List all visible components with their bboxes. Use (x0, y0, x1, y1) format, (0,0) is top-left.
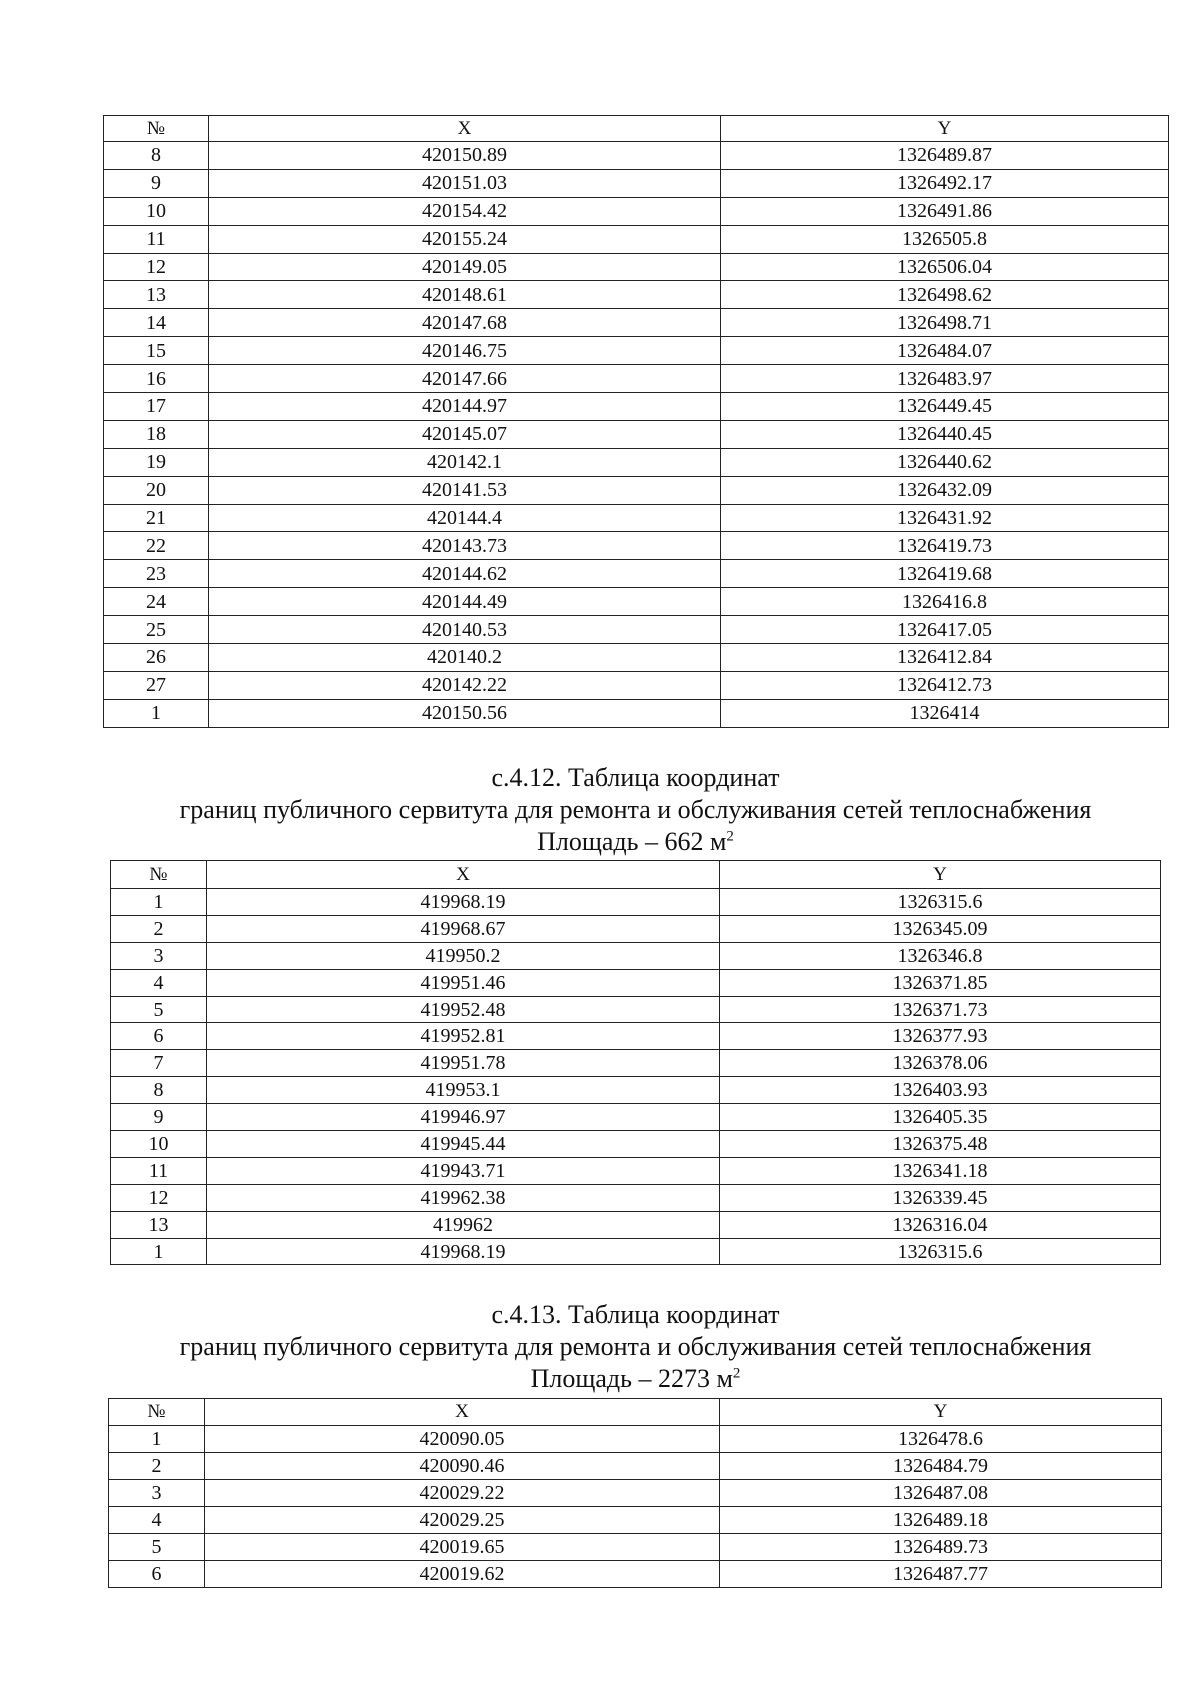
cell-number: 12 (104, 253, 209, 281)
cell-x: 420019.65 (205, 1534, 720, 1561)
table-row (109, 1507, 1162, 1534)
cell-x: 419953.1 (207, 1077, 720, 1104)
cell-number: 1 (111, 889, 207, 916)
cell-number: 25 (104, 616, 209, 644)
cell-number: 13 (104, 281, 209, 309)
cell-number: 18 (104, 420, 209, 448)
table-row (111, 942, 1161, 969)
header-y: Y (720, 861, 1161, 889)
cell-number: 5 (111, 996, 207, 1023)
cell-y: 1326378.06 (720, 1050, 1161, 1077)
cell-y: 1326371.85 (720, 969, 1161, 996)
table-header-row (109, 1399, 1162, 1426)
table-row (111, 996, 1161, 1023)
cell-y: 1326371.73 (720, 996, 1161, 1023)
cell-number: 5 (109, 1534, 205, 1561)
cell-x: 420029.25 (205, 1507, 720, 1534)
cell-y: 1326377.93 (720, 1023, 1161, 1050)
cell-y: 1326412.84 (721, 644, 1169, 672)
coordinates-table-4-12 (110, 860, 1161, 1265)
cell-y: 1326484.07 (721, 337, 1169, 365)
cell-x: 420155.24 (209, 225, 721, 253)
cell-number: 17 (104, 393, 209, 421)
table-row (104, 699, 1169, 727)
cell-y: 1326506.04 (721, 253, 1169, 281)
table-row (104, 393, 1169, 421)
cell-x: 420144.4 (209, 504, 721, 532)
header-number: № (111, 861, 207, 889)
cell-number: 12 (111, 1184, 207, 1211)
cell-x: 420150.56 (209, 699, 721, 727)
cell-number: 11 (111, 1157, 207, 1184)
cell-y: 1326346.8 (720, 942, 1161, 969)
cell-number: 21 (104, 504, 209, 532)
cell-number: 2 (109, 1453, 205, 1480)
cell-y: 1326487.77 (720, 1561, 1162, 1588)
table-row (104, 142, 1169, 170)
table-header-row (104, 116, 1169, 142)
table-row (104, 588, 1169, 616)
table-row (104, 644, 1169, 672)
cell-x: 420090.46 (205, 1453, 720, 1480)
cell-y: 1326412.73 (721, 671, 1169, 699)
cell-y: 1326432.09 (721, 476, 1169, 504)
cell-y: 1326419.73 (721, 532, 1169, 560)
cell-y: 1326345.09 (720, 915, 1161, 942)
cell-number: 19 (104, 448, 209, 476)
cell-number: 4 (111, 969, 207, 996)
cell-x: 419952.81 (207, 1023, 720, 1050)
cell-x: 420144.49 (209, 588, 721, 616)
cell-x: 420144.62 (209, 560, 721, 588)
cell-number: 20 (104, 476, 209, 504)
cell-x: 419962.38 (207, 1184, 720, 1211)
cell-x: 420150.89 (209, 142, 721, 170)
header-y: Y (721, 116, 1169, 142)
caption-area: Площадь – 662 $м^2$ (537, 827, 734, 856)
cell-number: 10 (111, 1131, 207, 1158)
cell-y: 1326431.92 (721, 504, 1169, 532)
caption-subtitle: границ публичного сервитута для ремонта и обслуживания сетей теплоснабжения (179, 795, 1092, 824)
cell-number: 6 (111, 1023, 207, 1050)
cell-y: 1326505.8 (721, 225, 1169, 253)
cell-number: 22 (104, 532, 209, 560)
cell-x: 420154.42 (209, 197, 721, 225)
cell-y: 1326440.62 (721, 448, 1169, 476)
cell-x: 420147.68 (209, 309, 721, 337)
table-row (109, 1453, 1162, 1480)
cell-number: 10 (104, 197, 209, 225)
cell-y: 1326449.45 (721, 393, 1169, 421)
table-caption-4-13 (103, 1299, 1168, 1395)
cell-number: 24 (104, 588, 209, 616)
cell-number: 15 (104, 337, 209, 365)
table-row (104, 337, 1169, 365)
cell-x: 420141.53 (209, 476, 721, 504)
cell-number: 1 (111, 1238, 207, 1265)
cell-x: 419952.48 (207, 996, 720, 1023)
cell-number: 9 (111, 1104, 207, 1131)
cell-y: 1326414 (721, 699, 1169, 727)
header-y: Y (720, 1399, 1162, 1426)
table-row (109, 1561, 1162, 1588)
header-x: X (205, 1399, 720, 1426)
cell-number: 7 (111, 1050, 207, 1077)
cell-x: 419951.78 (207, 1050, 720, 1077)
caption-subtitle: границ публичного сервитута для ремонта и обслуживания сетей теплоснабжения (179, 1332, 1092, 1361)
table-row (109, 1480, 1162, 1507)
cell-y: 1326403.93 (720, 1077, 1161, 1104)
cell-x: 420146.75 (209, 337, 721, 365)
table-row (104, 560, 1169, 588)
cell-number: 6 (109, 1561, 205, 1588)
cell-y: 1326492.17 (721, 169, 1169, 197)
cell-number: 2 (111, 915, 207, 942)
header-x: X (209, 116, 721, 142)
table-row (111, 915, 1161, 942)
cell-x: 419962 (207, 1211, 720, 1238)
cell-y: 1326316.04 (720, 1211, 1161, 1238)
cell-number: 1 (104, 699, 209, 727)
cell-x: 419951.46 (207, 969, 720, 996)
cell-number: 9 (104, 169, 209, 197)
cell-x: 420090.05 (205, 1426, 720, 1453)
cell-x: 419968.19 (207, 1238, 720, 1265)
cell-number: 16 (104, 365, 209, 393)
table-row (109, 1426, 1162, 1453)
cell-y: 1326315.6 (720, 889, 1161, 916)
table-row (104, 476, 1169, 504)
cell-x: 419943.71 (207, 1157, 720, 1184)
cell-number: 27 (104, 671, 209, 699)
cell-x: 420144.97 (209, 393, 721, 421)
table-row (111, 1077, 1161, 1104)
cell-y: 1326489.73 (720, 1534, 1162, 1561)
cell-y: 1326489.87 (721, 142, 1169, 170)
caption-title: с.4.12. Таблица координат (491, 763, 780, 792)
cell-x: 420140.2 (209, 644, 721, 672)
cell-number: 23 (104, 560, 209, 588)
table-row (111, 1050, 1161, 1077)
cell-y: 1326405.35 (720, 1104, 1161, 1131)
cell-y: 1326417.05 (721, 616, 1169, 644)
table-row (104, 169, 1169, 197)
table-row (104, 504, 1169, 532)
cell-number: 8 (111, 1077, 207, 1104)
table-row (109, 1534, 1162, 1561)
cell-y: 1326339.45 (720, 1184, 1161, 1211)
cell-x: 420142.22 (209, 671, 721, 699)
table-row (111, 1238, 1161, 1265)
cell-y: 1326487.08 (720, 1480, 1162, 1507)
table-row (104, 616, 1169, 644)
cell-number: 14 (104, 309, 209, 337)
cell-y: 1326416.8 (721, 588, 1169, 616)
cell-number: 13 (111, 1211, 207, 1238)
cell-x: 420148.61 (209, 281, 721, 309)
caption-title: с.4.13. Таблица координат (491, 1300, 780, 1329)
cell-x: 419950.2 (207, 942, 720, 969)
table-row (111, 1023, 1161, 1050)
table-row (111, 1184, 1161, 1211)
cell-x: 420151.03 (209, 169, 721, 197)
table-row (111, 889, 1161, 916)
table-row (104, 671, 1169, 699)
cell-x: 419968.67 (207, 915, 720, 942)
table-row (104, 253, 1169, 281)
cell-y: 1326484.79 (720, 1453, 1162, 1480)
cell-number: 8 (104, 142, 209, 170)
cell-number: 11 (104, 225, 209, 253)
table-caption-4-12 (103, 762, 1168, 858)
table-row (104, 197, 1169, 225)
cell-y: 1326341.18 (720, 1157, 1161, 1184)
table-row (104, 365, 1169, 393)
cell-y: 1326375.48 (720, 1131, 1161, 1158)
cell-x: 420029.22 (205, 1480, 720, 1507)
cell-x: 420145.07 (209, 420, 721, 448)
cell-y: 1326491.86 (721, 197, 1169, 225)
cell-y: 1326478.6 (720, 1426, 1162, 1453)
cell-x: 420142.1 (209, 448, 721, 476)
header-number: № (104, 116, 209, 142)
cell-y: 1326498.71 (721, 309, 1169, 337)
cell-y: 1326419.68 (721, 560, 1169, 588)
coordinates-table-4-13 (108, 1398, 1162, 1588)
cell-y: 1326440.45 (721, 420, 1169, 448)
coordinates-table-continued (103, 115, 1169, 728)
table-header-row (111, 861, 1161, 889)
table-row (104, 448, 1169, 476)
cell-x: 419945.44 (207, 1131, 720, 1158)
header-number: № (109, 1399, 205, 1426)
cell-number: 4 (109, 1507, 205, 1534)
cell-x: 420019.62 (205, 1561, 720, 1588)
table-row (104, 532, 1169, 560)
table-row (104, 281, 1169, 309)
cell-number: 3 (111, 942, 207, 969)
table-row (111, 1211, 1161, 1238)
table-row (111, 1157, 1161, 1184)
table-row (111, 969, 1161, 996)
cell-y: 1326483.97 (721, 365, 1169, 393)
cell-x: 420147.66 (209, 365, 721, 393)
table-row (104, 420, 1169, 448)
header-x: X (207, 861, 720, 889)
cell-x: 420140.53 (209, 616, 721, 644)
table-row (104, 309, 1169, 337)
cell-x: 419968.19 (207, 889, 720, 916)
cell-x: 419946.97 (207, 1104, 720, 1131)
table-row (111, 1131, 1161, 1158)
cell-number: 3 (109, 1480, 205, 1507)
table-row (104, 225, 1169, 253)
cell-y: 1326315.6 (720, 1238, 1161, 1265)
cell-x: 420143.73 (209, 532, 721, 560)
table-row (111, 1104, 1161, 1131)
caption-area: Площадь – 2273 $м^2$ (530, 1364, 741, 1393)
cell-number: 26 (104, 644, 209, 672)
cell-y: 1326498.62 (721, 281, 1169, 309)
cell-x: 420149.05 (209, 253, 721, 281)
cell-number: 1 (109, 1426, 205, 1453)
cell-y: 1326489.18 (720, 1507, 1162, 1534)
